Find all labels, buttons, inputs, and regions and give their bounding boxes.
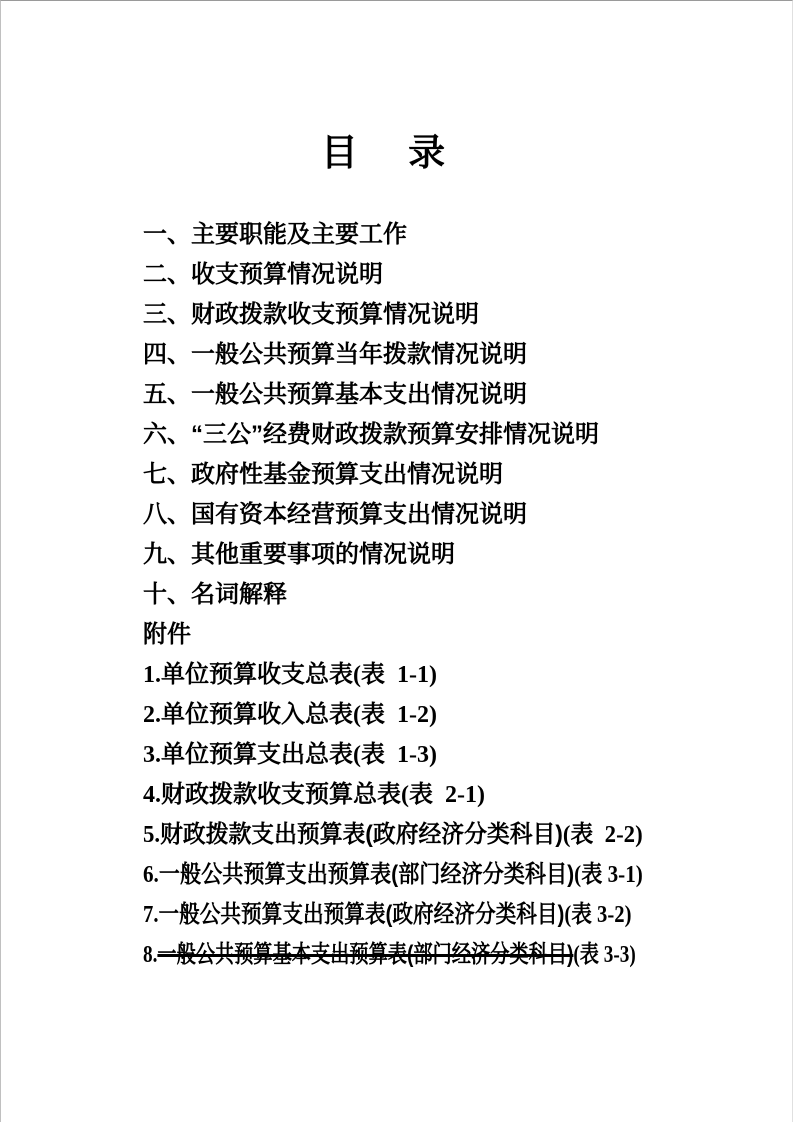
attachment-number: 6. [143, 862, 159, 888]
toc-item [143, 295, 703, 335]
attachment-title: 单位预算收支总表 [161, 661, 353, 688]
attachment-item [143, 855, 703, 895]
toc-item-text: 十、名词解释 [143, 581, 287, 608]
attachment-number: 2. [143, 702, 161, 728]
toc-item-text: 一、主要职能及主要工作 [143, 221, 407, 248]
toc-item [143, 215, 703, 255]
toc-item [143, 455, 703, 495]
attachment-title: 单位预算支出总表 [161, 741, 353, 768]
attachment-item [143, 735, 703, 775]
toc-item-text: 五、一般公共预算基本支出情况说明 [143, 381, 527, 408]
attachment-item [143, 695, 703, 735]
attachment-number: 3. [143, 742, 161, 768]
attachment-item [143, 935, 703, 975]
attachment-number: 4. [143, 782, 161, 808]
attachment-table-ref: (表 3-2) [564, 902, 632, 928]
toc-item-text: 三、财政拨款收支预算情况说明 [143, 301, 479, 328]
attachment-item [143, 775, 703, 815]
toc-item [143, 335, 703, 375]
attachment-table-ref: (表 2-2) [562, 822, 643, 848]
attachment-number: 5. [143, 822, 161, 848]
attachment-table-ref: (表 1-2) [353, 702, 437, 728]
toc-item-text: 七、政府性基金预算支出情况说明 [143, 461, 503, 488]
attachment-item [143, 655, 703, 695]
attachment-title: 一般公共预算基本支出预算表(部门经济分类科目) [157, 941, 574, 968]
toc-item-text: 二、收支预算情况说明 [143, 261, 383, 288]
attachment-table-ref: (表 3-1) [574, 862, 643, 888]
toc-item [143, 495, 703, 535]
attachment-table-ref: (表 1-1) [353, 662, 437, 688]
toc-list [143, 215, 703, 975]
attachment-title: 一般公共预算支出预算表(部门经济分类科目) [158, 861, 575, 888]
toc-item [143, 575, 703, 615]
page-title: 目 录 [320, 132, 447, 173]
attachment-number: 7. [143, 902, 159, 928]
attachment-item [143, 895, 703, 935]
toc-item [143, 535, 703, 575]
attachment-number: 8. [143, 942, 158, 968]
attachment-table-ref: (表 2-1) [401, 782, 485, 808]
toc-item [143, 375, 703, 415]
attachment-table-ref: (表 1-3) [353, 742, 437, 768]
attachment-title: 财政拨款支出预算表(政府经济分类科目) [160, 821, 563, 848]
toc-item-text: 四、一般公共预算当年拨款情况说明 [143, 341, 527, 368]
attachment-item [143, 815, 703, 855]
toc-item-text: 九、其他重要事项的情况说明 [143, 541, 455, 568]
toc-item-text: 六、“三公”经费财政拨款预算安排情况说明 [143, 421, 599, 448]
attachment-title: 一般公共预算支出预算表(政府经济分类科目) [158, 901, 565, 928]
attachment-number: 1. [143, 662, 161, 688]
toc-item [143, 415, 703, 455]
attachments-heading: 附件 [143, 621, 191, 648]
toc-item [143, 255, 703, 295]
toc-item-text: 八、国有资本经营预算支出情况说明 [143, 501, 527, 528]
attachment-title: 单位预算收入总表 [161, 701, 353, 728]
attachment-table-ref: (表 3-3) [573, 942, 636, 968]
attachment-title: 财政拨款收支预算总表 [161, 781, 401, 808]
